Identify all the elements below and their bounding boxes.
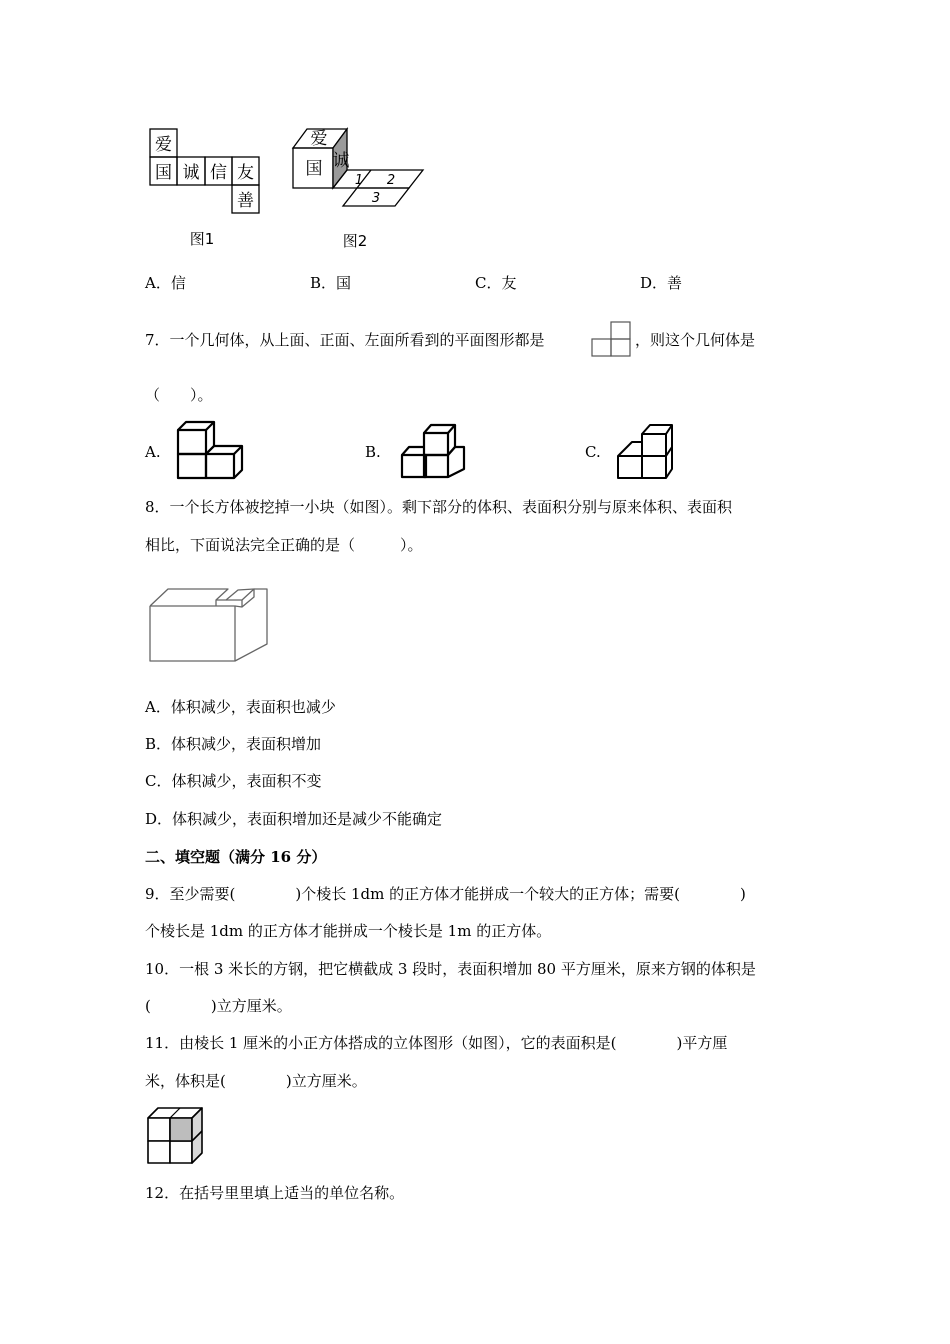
cube-net-figure-2 [285, 120, 435, 255]
net2-top-char: 爱 [310, 129, 328, 149]
net1-row-char-2: 诚 [182, 163, 200, 183]
q7-option-c-figure [612, 420, 678, 482]
figure-2-caption: 图2 [342, 232, 368, 250]
net1-row-char-1: 国 [155, 163, 172, 183]
q8-stem-line-1: 8．一个长方体被挖掉一小块（如图）。剩下部分的体积、表面积分别与原来体积、表面积 [145, 498, 733, 516]
q8-cuboid-figure [146, 585, 272, 665]
figure-1-caption: 图1 [189, 230, 215, 248]
q11-line-1: 11．由棱长 1 厘米的小正方体搭成的立体图形（如图），它的表面积是( )平方厘 [145, 1034, 728, 1052]
net2-face-2: 2 [386, 173, 396, 188]
q7-option-a-label: A. [145, 443, 161, 461]
q9-line-2: 个棱长是 1dm 的正方体才能拼成一个棱长是 1m 的正方体。 [145, 922, 552, 940]
cube-net-figure-1 [140, 120, 280, 250]
section-2-heading: 二、填空题（满分 16 分） [145, 848, 327, 866]
q9-line-1: 9．至少需要( )个棱长 1dm 的正方体才能拼成一个较大的正方体；需要( ) [145, 885, 746, 903]
net2-side-char: 诚 [332, 151, 350, 171]
q8-option-b: B．体积减少，表面积增加 [145, 735, 322, 753]
q11-line-2: 米，体积是( )立方厘米。 [145, 1072, 367, 1090]
net1-row-char-3: 信 [210, 163, 227, 183]
q8-option-d: D．体积减少，表面积增加还是减少不能确定 [145, 810, 443, 828]
net1-bottom-char: 善 [237, 191, 254, 211]
q7-option-a-figure [172, 418, 254, 482]
q7-stem-tail: ，则这个几何体是 [635, 331, 756, 349]
q7-view-shape [590, 319, 634, 359]
q6-option-a: A．信 [145, 274, 186, 292]
q7-option-c-label: C. [585, 443, 601, 461]
net2-front-char: 国 [305, 159, 323, 179]
q10-line-2: ( )立方厘米。 [145, 997, 292, 1015]
q7-option-b-label: B. [365, 443, 381, 461]
net2-face-1: 1 [354, 173, 364, 188]
q6-option-c: C．友 [475, 274, 517, 292]
q8-stem-line-2: 相比，下面说法完全正确的是（ ）。 [145, 536, 423, 554]
q11-cubes-figure [146, 1106, 210, 1168]
net1-row-char-4: 友 [237, 163, 254, 183]
q12-stem: 12．在括号里里填上适当的单位名称。 [145, 1184, 405, 1202]
q10-line-1: 10．一根 3 米长的方钢，把它横截成 3 段时，表面积增加 80 平方厘米，原来方钢的体积是 [145, 960, 756, 978]
q7-option-b-figure [398, 420, 476, 484]
q8-option-a: A．体积减少，表面积也减少 [145, 698, 336, 716]
q6-option-b: B．国 [310, 274, 352, 292]
q8-option-c: C．体积减少，表面积不变 [145, 772, 322, 790]
net1-top-char: 爱 [155, 135, 172, 155]
net2-face-3: 3 [371, 191, 381, 206]
q7-blank: （ ）。 [145, 386, 213, 404]
q6-option-d: D．善 [640, 274, 683, 292]
q7-stem: 7．一个几何体，从上面、正面、左面所看到的平面图形都是 [145, 331, 545, 349]
